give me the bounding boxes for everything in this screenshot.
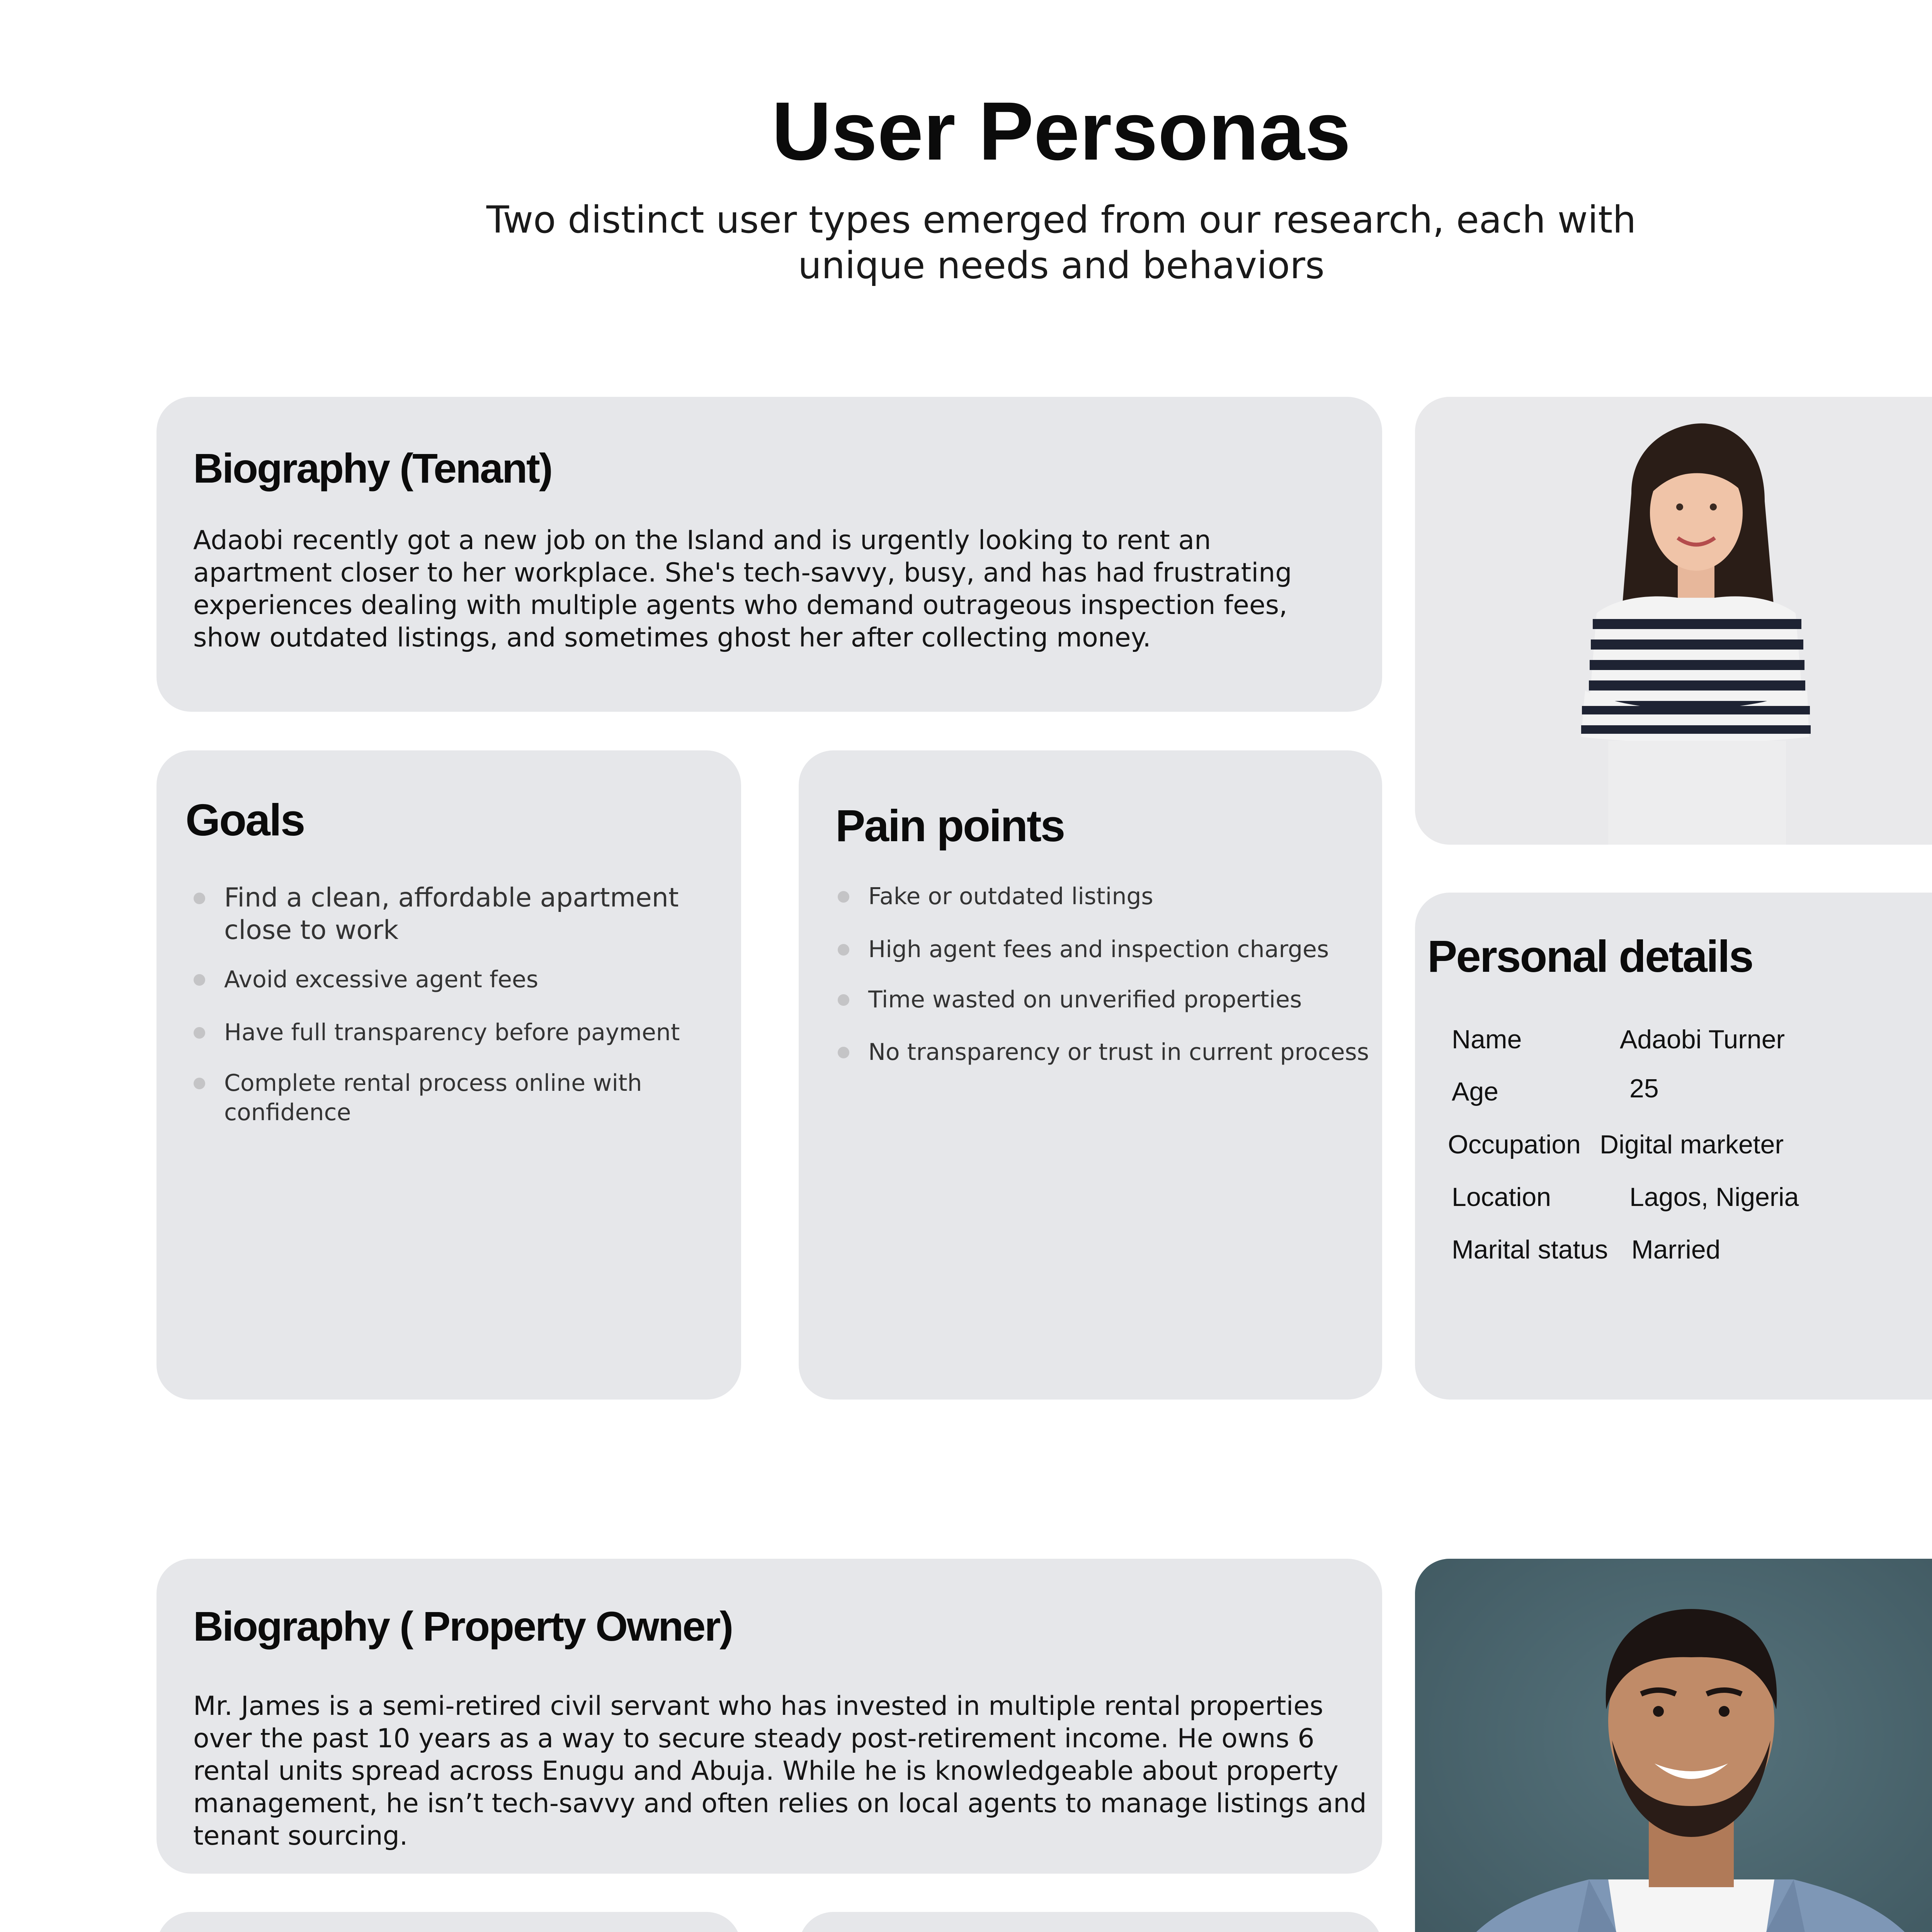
bullet-icon <box>838 891 849 903</box>
property-owner-portrait-image <box>1415 1559 1932 1932</box>
biography-card <box>156 1559 1382 1874</box>
bullet-icon <box>194 1078 205 1089</box>
detail-label: Marital status <box>1452 1235 1608 1264</box>
bullet-icon <box>194 1027 205 1039</box>
pain-points-card <box>799 750 1382 1400</box>
pain-points-title: Pain points <box>835 801 1065 851</box>
detail-label: Age <box>1452 1077 1498 1106</box>
detail-row <box>1415 1125 1932 1164</box>
bullet-icon <box>194 974 205 986</box>
detail-row <box>1415 1178 1932 1216</box>
detail-label: Occupation <box>1448 1130 1581 1159</box>
personal-details-title: Personal details <box>1427 931 1753 981</box>
page-title: User Personas <box>772 85 1351 177</box>
goals-card <box>156 1912 741 1932</box>
biography-card <box>156 397 1382 712</box>
bullet-icon <box>838 994 849 1006</box>
detail-row <box>1415 1072 1932 1111</box>
bullet-icon <box>194 893 205 904</box>
list-item: Complete rental process online with confidence <box>191 1068 732 1127</box>
persona-photo-card <box>1415 397 1932 845</box>
biography-text: Mr. James is a semi-retired civil servant who has invested in multiple rental properties over the past 10 years as a way to secure steady post-retirement income. He owns 6 rental units spread across Enugu and Abuja. While he is knowledgeable about property management, he isn’t tech-savvy and often relies on local agents to manage listings and tenant sourcing. <box>193 1691 1367 1851</box>
biography-text: Adaobi recently got a new job on the Island and is urgently looking to rent an apartment closer to her workplace. She's tech-savvy, busy, and has had frustrating experiences dealing with multiple agents who demand outrageous inspection fees, show outdated listings, and sometimes ghost her after collecting money. <box>193 525 1292 653</box>
pain-points-card <box>799 1912 1382 1932</box>
detail-value: Adaobi Turner <box>1620 1025 1785 1054</box>
list-item: High agent fees and inspection charges <box>835 935 1376 964</box>
goals-title: Goals <box>185 795 304 845</box>
detail-label: Name <box>1452 1025 1522 1054</box>
detail-value: Married <box>1631 1235 1721 1264</box>
bullet-icon <box>838 944 849 956</box>
tenant-portrait-image <box>1415 397 1932 845</box>
detail-row <box>1415 1020 1932 1059</box>
detail-row <box>1415 1230 1932 1269</box>
bullet-icon <box>838 1047 849 1058</box>
personal-details-table <box>1415 893 1932 1400</box>
biography-title: Biography (Tenant) <box>193 445 552 492</box>
detail-value: 25 <box>1629 1074 1659 1103</box>
biography-title: Biography ( Property Owner) <box>193 1603 733 1650</box>
list-item: Find a clean, affordable apartment close to work <box>191 882 732 947</box>
goals-card <box>156 750 741 1400</box>
list-item: Fake or outdated listings <box>835 882 1376 911</box>
personal-details-card <box>1415 893 1932 1400</box>
list-item: Avoid excessive agent fees <box>191 965 732 994</box>
list-item: No transparency or trust in current process <box>835 1037 1376 1067</box>
detail-value: Digital marketer <box>1600 1130 1784 1159</box>
detail-value: Lagos, Nigeria <box>1629 1182 1799 1212</box>
list-item: Time wasted on unverified properties <box>835 985 1376 1014</box>
persona-photo-card <box>1415 1559 1932 1932</box>
list-item: Have full transparency before payment <box>191 1018 732 1047</box>
detail-label: Location <box>1452 1182 1551 1212</box>
page-subtitle: Two distinct user types emerged from our research, each with unique needs and behaviors <box>486 198 1636 287</box>
